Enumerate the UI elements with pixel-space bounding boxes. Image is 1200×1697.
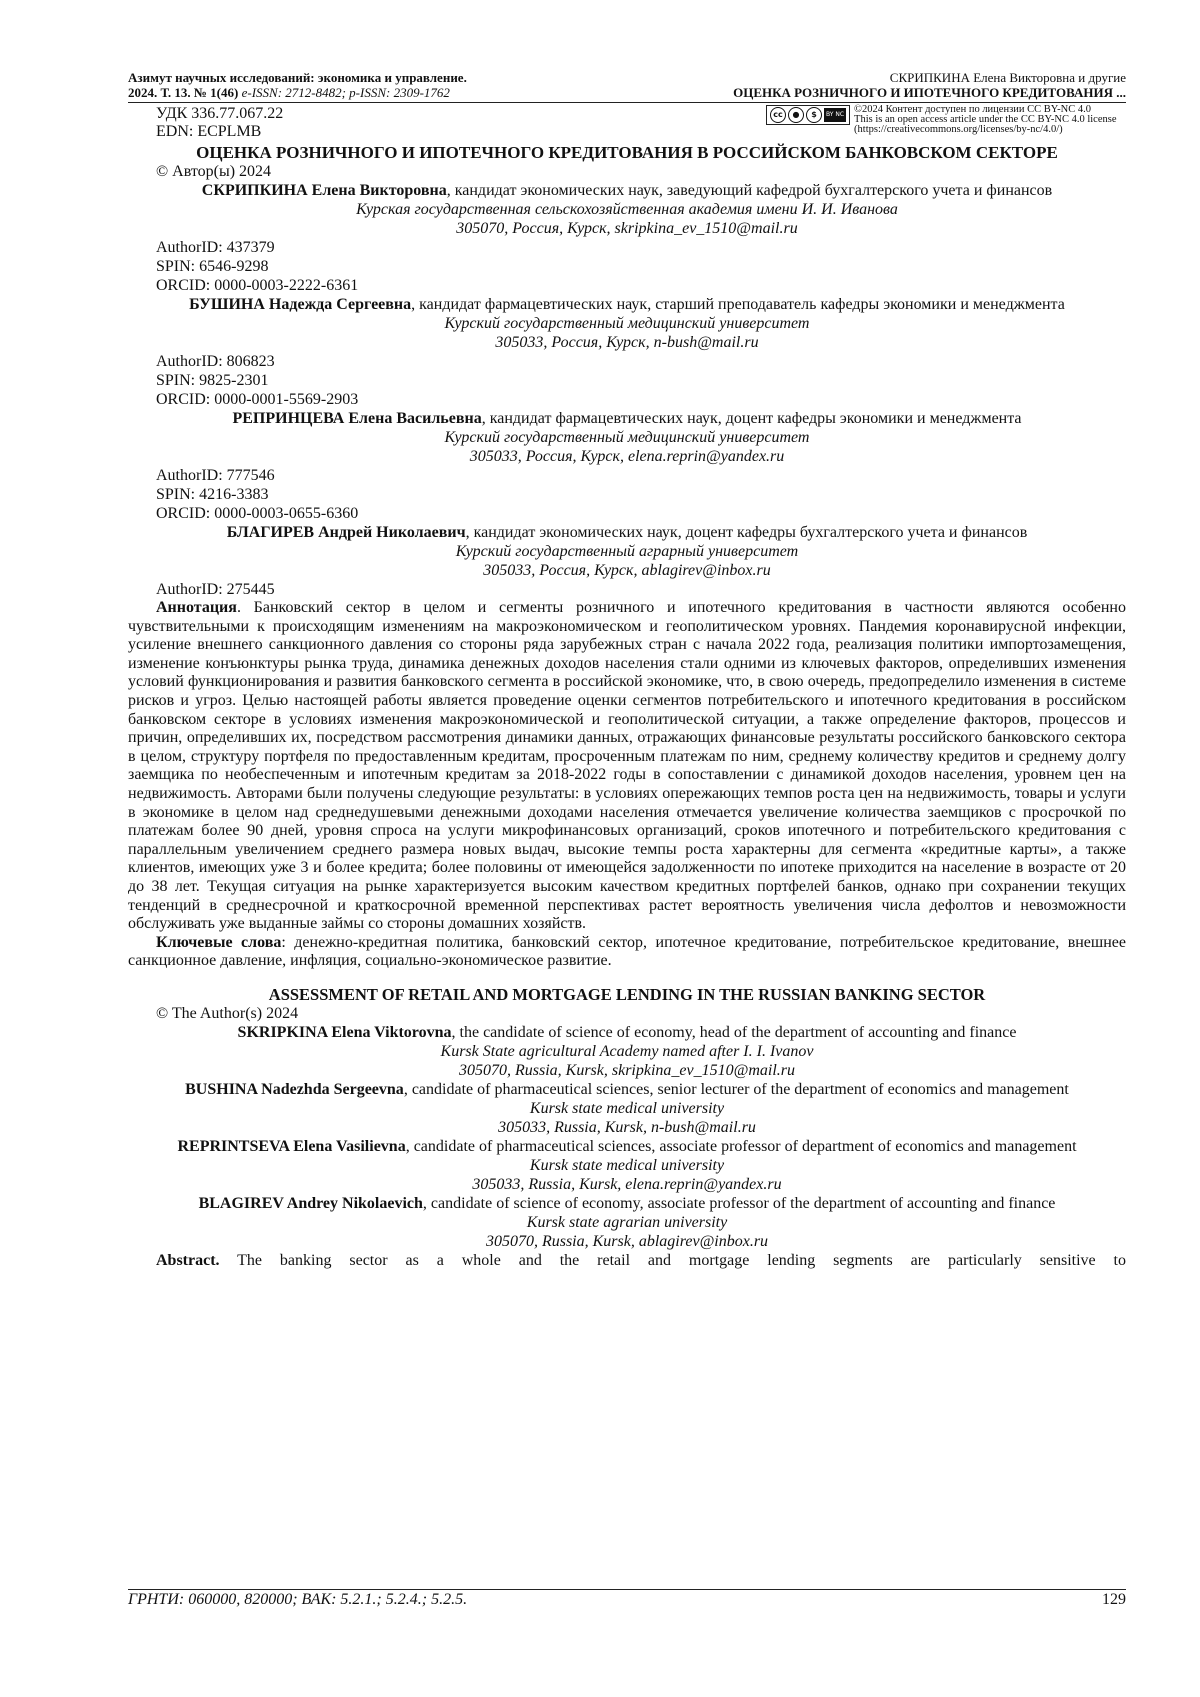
license-notice: [766, 105, 1126, 141]
author-position: , candidate of pharmaceutical sciences, senior lecturer of the department of economics and management: [403, 1080, 1069, 1098]
author-organization: Курская государственная сельскохозяйственная академия имени И. И. Иванова: [356, 201, 898, 218]
author-orcid: ORCID: 0000-0003-2222-6361: [156, 277, 359, 294]
journal-issn: e-ISSN: 2712-8482; p-ISSN: 2309-1762: [241, 85, 450, 100]
cc-by-nc-badge-icon[interactable]: [766, 105, 850, 125]
author-orcid: ORCID: 0000-0001-5569-2903: [156, 391, 359, 408]
author-block: [148, 409, 1106, 428]
license-text: [854, 105, 1116, 135]
journal-info: [128, 70, 467, 100]
edn-code: EDN: ECPLMB: [156, 123, 262, 140]
author-block: [148, 1194, 1106, 1213]
article-page: [128, 70, 1126, 1270]
abstract-ru: [128, 599, 1126, 934]
title-short: ОЦЕНКА РОЗНИЧНОГО И ИПОТЕЧНОГО КРЕДИТОВАНИЯ ...: [733, 85, 1126, 100]
author-block: [148, 1137, 1106, 1156]
page-number: 129: [1102, 1591, 1126, 1608]
license-url[interactable]: (https://creativecommons.org/licenses/by-nc/4.0/): [854, 124, 1063, 135]
author-id: AuthorID: 437379: [156, 239, 275, 256]
meta-row: [128, 105, 1126, 141]
author-ids: [128, 238, 1126, 295]
article-title-en: ASSESSMENT OF RETAIL AND MORTGAGE LENDING IN THE RUSSIAN BANKING SECTOR: [268, 984, 986, 1004]
author-name: SKRIPKINA Elena Viktorovna: [237, 1023, 452, 1041]
nc-no-money-icon: $: [806, 107, 822, 123]
page-footer: [128, 1589, 1126, 1610]
copyright-ru: © Автор(ы) 2024: [156, 163, 272, 180]
author-id: AuthorID: 806823: [156, 353, 275, 370]
running-header: [128, 70, 1126, 100]
abstract-label-en: Abstract.: [156, 1251, 220, 1269]
author-ids: [128, 580, 1126, 599]
authors-short: СКРИПКИНА Елена Викторовна и другие: [889, 70, 1126, 85]
author-position: , the candidate of science of economy, head of the department of accounting and finance: [451, 1023, 1017, 1041]
author-name: СКРИПКИНА Елена Викторовна: [201, 182, 447, 199]
author-block: [148, 295, 1106, 314]
author-block: [148, 1023, 1106, 1042]
journal-name: Азимут научных исследований: экономика и управление.: [128, 70, 467, 85]
article-title-ru: ОЦЕНКА РОЗНИЧНОГО И ИПОТЕЧНОГО КРЕДИТОВАНИЯ В РОССИЙСКОМ БАНКОВСКОМ СЕКТОРЕ: [196, 143, 1058, 162]
author-organization: Курский государственный медицинский университет: [444, 429, 810, 446]
author-organization: Kursk state medical university: [529, 1099, 725, 1117]
license-line-ru: ©2024 Контент доступен по лицензии CC BY-NC 4.0: [854, 104, 1091, 115]
author-name: БЛАГИРЕВ Андрей Николаевич: [226, 524, 466, 541]
author-position: , кандидат экономических наук, доцент кафедры бухгалтерского учета и финансов: [465, 524, 1028, 541]
author-name: РЕПРИНЦЕВА Елена Васильевна: [232, 410, 482, 427]
author-position: , candidate of science of economy, associate professor of the department of accounting and finance: [422, 1194, 1056, 1212]
author-address[interactable]: 305033, Россия, Курск, n-bush@mail.ru: [495, 334, 759, 351]
author-position: , кандидат экономических наук, заведующий кафедрой бухгалтерского учета и финансов: [446, 182, 1053, 199]
author-block: [148, 1080, 1106, 1099]
author-id: AuthorID: 777546: [156, 467, 275, 484]
author-address[interactable]: 305070, Россия, Курск, skripkina_ev_1510@mail.ru: [456, 220, 798, 237]
author-name: REPRINTSEVA Elena Vasilievna: [177, 1137, 406, 1155]
author-organization: Kursk State agricultural Academy named after I. I. Ivanov: [440, 1042, 814, 1060]
author-orcid: ORCID: 0000-0003-0655-6360: [156, 505, 359, 522]
author-organization: Kursk state agrarian university: [526, 1213, 728, 1231]
keywords-text-ru: : денежно-кредитная политика, банковский сектор, ипотечное кредитование, потребительское кредитование, внешнее санкционное давление, инфляция, социально-экономическое развитие.: [128, 933, 1126, 970]
author-name: BUSHINA Nadezhda Sergeevna: [185, 1080, 404, 1098]
classifier-codes: ГРНТИ: 060000, 820000; ВАК: 5.2.1.; 5.2.4.; 5.2.5.: [128, 1591, 468, 1608]
author-address[interactable]: 305070, Russia, Kursk, skripkina_ev_1510@mail.ru: [458, 1061, 796, 1079]
abstract-text-ru: . Банковский сектор в целом и сегменты розничного и ипотечного кредитования в частности являются особенно чувствительными к происходящим изменениям на макроэкономическом и геополитическом уровнях. Пандемия коронавирусной инфекции, усиление внешнего санкционного давления со стороны ряда зарубежных стран с начала 2022 года, реализация политики импортозамещения, изменение конъюнктуры рынка труда, динамика денежных доходов населения стали одними из ключевых факторов, определивших изменения условий функционирования и развития банковского сегмента в российской экономике, что, в свою очередь, предопределило изменения в системе рисков и угроз. Целью настоящей работы является проведение оценки сегментов потребительского и ипотечного кредитования в российском банковском секторе в условиях изменения макроэкономической и геополитической ситуации, а также определение факторов, процессов и причин, определивших их, посредством рассмотрения динамики данных, отражающих финансовые результаты российского банковского сектора в целом, структуру портфеля по предоставленным кредитам, просроченным платежам по ним, среднему количеству кредитов и среднему долгу заемщика по необеспеченным и ипотечным кредитам за 2018-2022 годы в сопоставлении с динамикой доходов населения, уровнем цен на недвижимость. Авторами были получены следующие результаты: в условиях опережающих темпов роста цен на недвижимость, товары и услуги в экономике в целом над среднедушевыми денежными доходами населения отмечается увеличение количества заемщиков с просрочкой по платежам более 90 дней, уровня спроса на услуги микрофинансовых организаций, сроков ипотечного и потребительского кредитования с параллельным увеличением среднего размера новых выдач, высокие темпы роста характерны для сегмента «кредитные карты», а также клиентов, имеющих уже 3 и более кредита; более половины от имеющейся задолженности по ипотеке приходится на население в возрасте от 20 до 38 лет. Текущая ситуация на рынке характеризуется высоким качеством кредитных портфелей банков, однако при сохранении текущих тенденций в среднесрочной и краткосрочной временной перспективах растет вероятность увеличения числа дефолтов и невозможности обслуживать уже выданные займы со стороны домашних хозяйств.: [128, 599, 1126, 933]
copyright-en: © The Author(s) 2024: [156, 1004, 299, 1022]
author-address[interactable]: 305033, Russia, Kursk, n-bush@mail.ru: [498, 1118, 756, 1136]
header-rule: [128, 102, 1126, 103]
license-line-en: This is an open access article under the CC BY-NC 4.0 license: [854, 114, 1117, 125]
udk-code: УДК 336.77.067.22: [156, 105, 284, 122]
author-ids: [128, 466, 1126, 523]
keywords-label-ru: Ключевые слова: [156, 933, 282, 951]
author-ids: [128, 352, 1126, 409]
keywords-ru: [128, 934, 1126, 971]
abstract-en: [128, 1251, 1126, 1270]
abstract-label-ru: Аннотация: [156, 599, 237, 616]
author-address[interactable]: 305033, Russia, Kursk, elena.reprin@yandex.ru: [472, 1175, 782, 1193]
abstract-text-en: The banking sector as a whole and the retail and mortgage lending segments are particularly sensitive to: [219, 1251, 1126, 1269]
author-name: BLAGIREV Andrey Nikolaevich: [198, 1194, 423, 1212]
author-address[interactable]: 305070, Russia, Kursk, ablagirev@inbox.ru: [485, 1232, 769, 1250]
author-position: , кандидат фармацевтических наук, доцент кафедры экономики и менеджмента: [481, 410, 1022, 427]
author-organization: Курский государственный медицинский университет: [444, 315, 810, 332]
author-id: AuthorID: 275445: [156, 581, 275, 598]
author-spin: SPIN: 9825-2301: [156, 372, 269, 389]
author-spin: SPIN: 6546-9298: [156, 258, 269, 275]
by-person-icon: ●: [788, 107, 804, 123]
cc-badge-strip: BY NC: [824, 108, 846, 122]
author-organization: Kursk state medical university: [529, 1156, 725, 1174]
author-position: , candidate of pharmaceutical sciences, associate professor of department of economics and management: [405, 1137, 1077, 1155]
author-spin: SPIN: 4216-3383: [156, 486, 269, 503]
author-block: [148, 523, 1106, 542]
author-address[interactable]: 305033, Россия, Курск, ablagirev@inbox.ru: [483, 562, 771, 579]
article-identifiers: [128, 105, 283, 141]
author-name: БУШИНА Надежда Сергеевна: [189, 296, 412, 313]
author-address[interactable]: 305033, Россия, Курск, elena.reprin@yandex.ru: [469, 448, 785, 465]
article-short-info: [733, 70, 1126, 100]
author-position: , кандидат фармацевтических наук, старший преподаватель кафедры экономики и менеджмента: [411, 296, 1065, 313]
author-block: [148, 181, 1106, 200]
cc-icon: cc: [770, 107, 786, 123]
author-organization: Курский государственный аграрный университет: [455, 543, 799, 560]
journal-volume: 2024. Т. 13. № 1(46): [128, 85, 239, 100]
